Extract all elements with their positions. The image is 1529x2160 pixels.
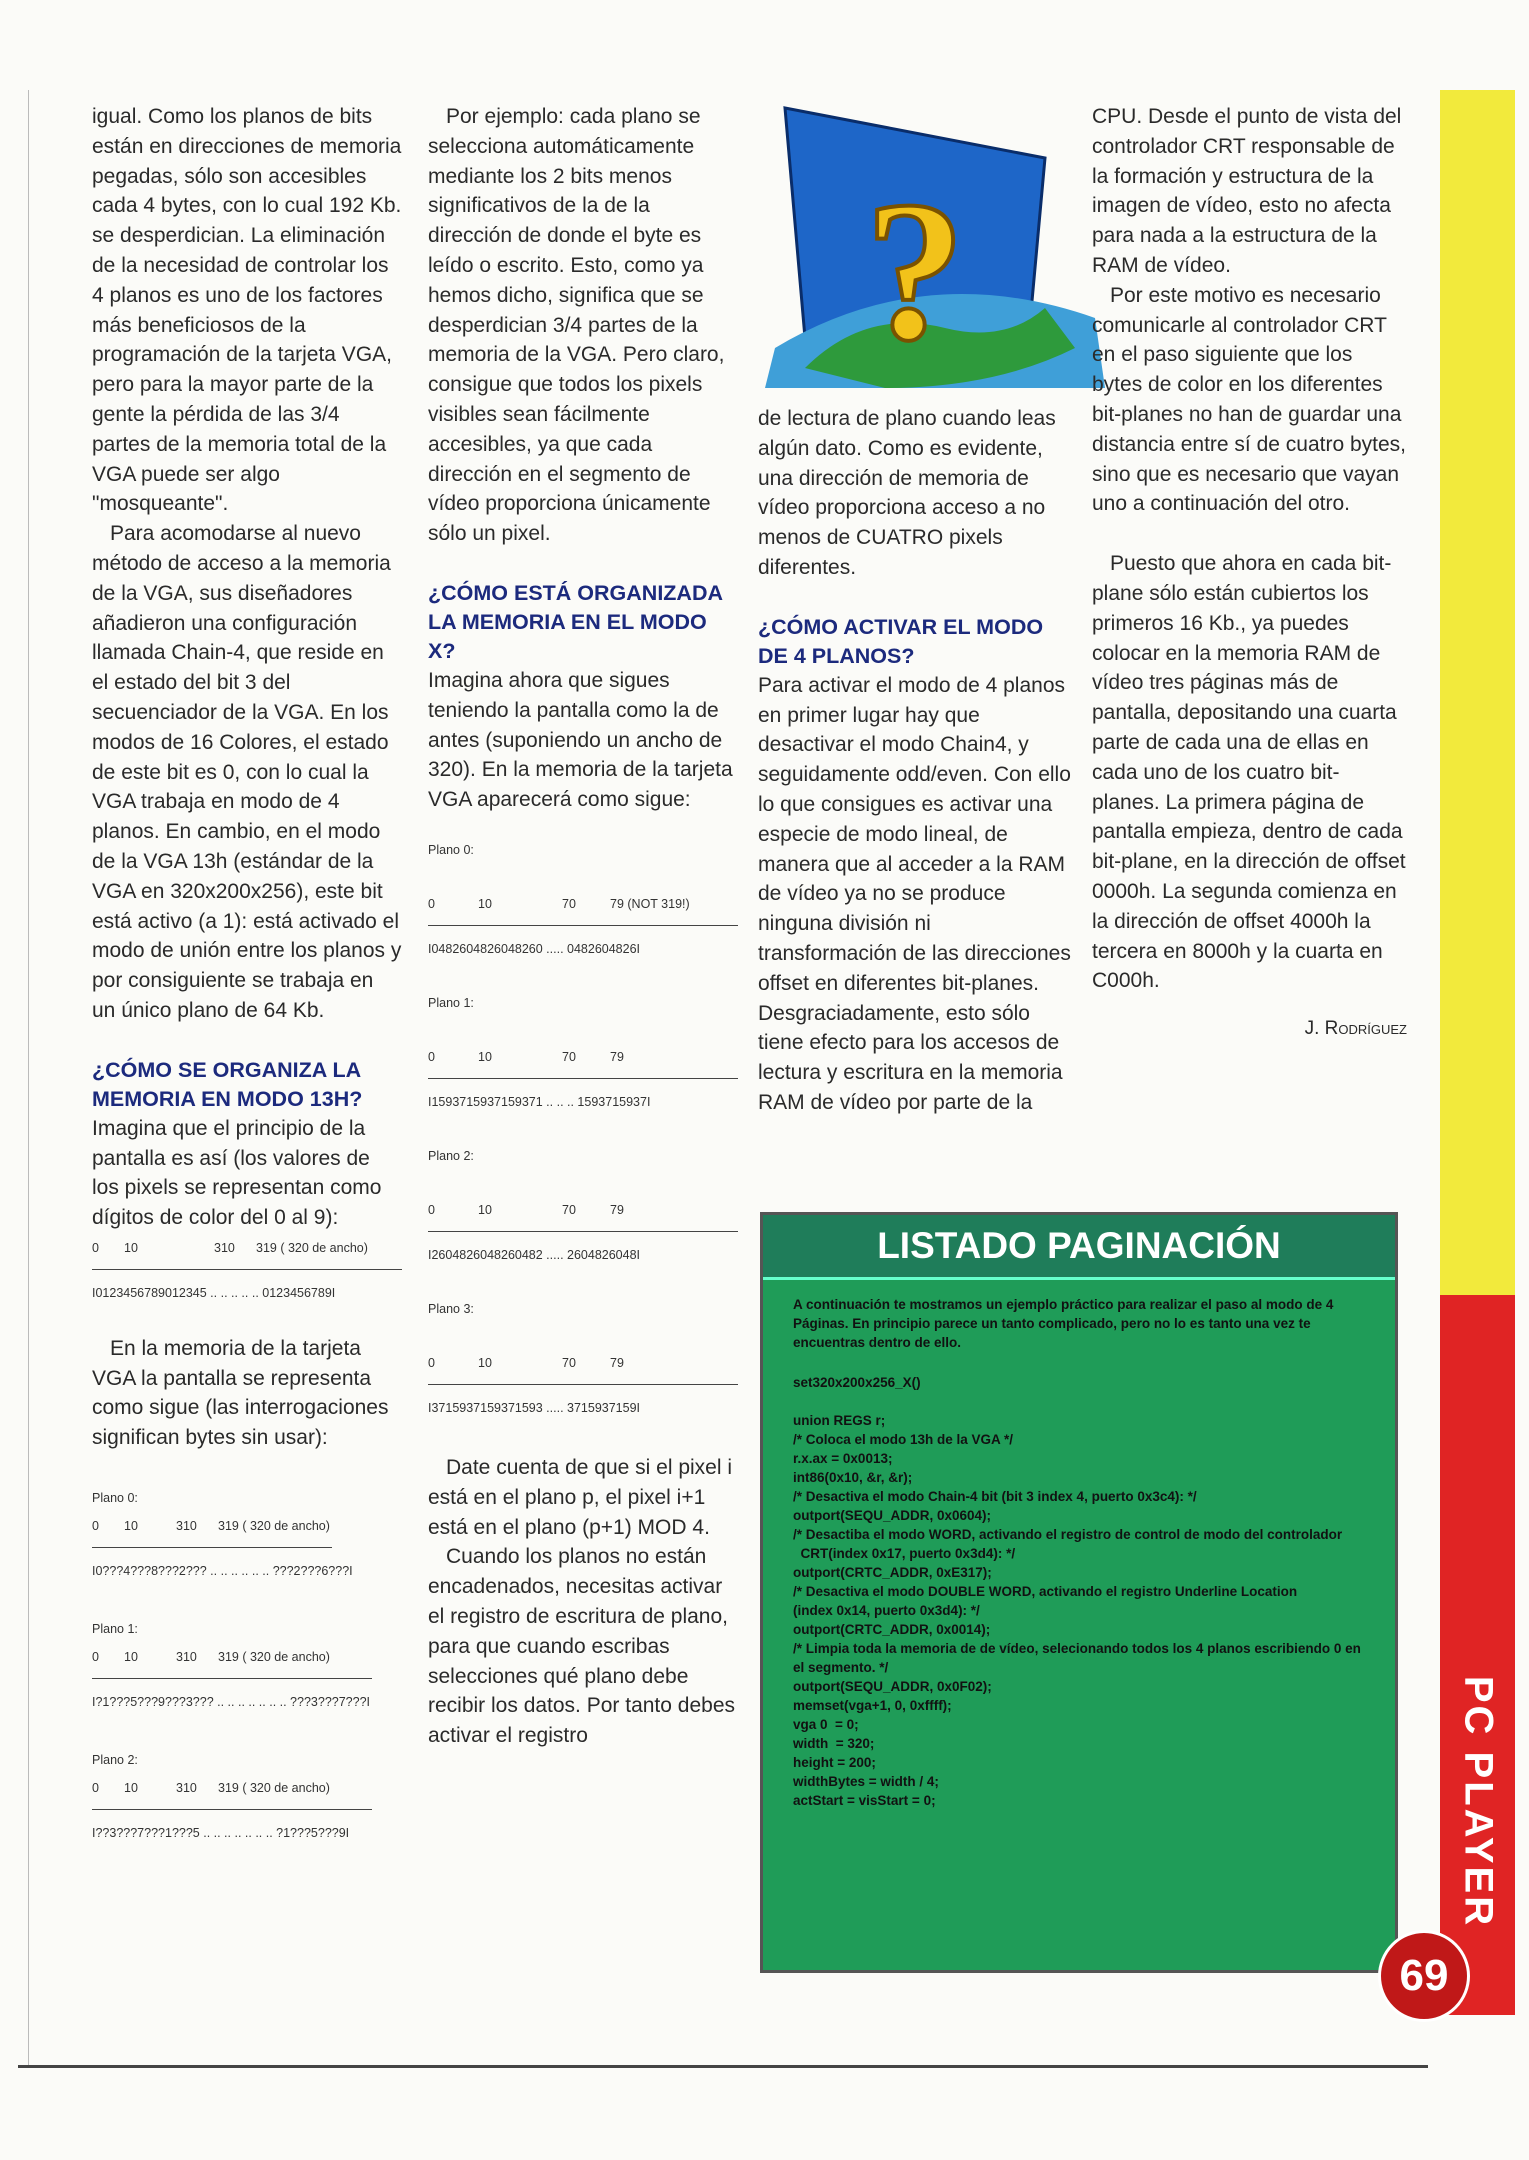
page-bottom-edge xyxy=(18,2065,1428,2068)
code-line: height = 200; xyxy=(793,1755,876,1770)
listing-title: LISTADO PAGINACIÓN xyxy=(763,1215,1395,1280)
section-heading: ¿CÓMO SE ORGANIZA LA MEMORIA EN MODO 13H? xyxy=(92,1057,363,1111)
page-edge-line xyxy=(28,90,29,2065)
divider xyxy=(428,1078,738,1079)
code-line: union REGS r; xyxy=(793,1413,886,1428)
code-line: outport(SEQU_ADDR, 0x0F02); xyxy=(793,1679,992,1694)
page-number: 69 xyxy=(1378,1930,1470,2022)
magazine-brand: PC PLAYER xyxy=(1456,1675,1501,1929)
code-line: /* Desactiva el modo Chain-4 bit (bit 3 index 4, puerto 0x3c4): */ xyxy=(793,1489,1197,1504)
plane-block xyxy=(428,841,738,958)
plane-block xyxy=(428,1300,738,1417)
paragraph: CPU. Desde el punto de vista del controlador CRT responsable de la formación y estructura de la imagen de vídeo, esto no afecta para nada a la estructura de la RAM de vídeo. xyxy=(1092,105,1402,277)
code-line: r.x.ax = 0x0013; xyxy=(793,1451,893,1466)
author-signature: J. Rodríguez xyxy=(1304,1018,1407,1040)
listing-intro: A continuación te mostramos un ejemplo práctico para realizar el paso al modo de 4 Páginas. En principio parece un tanto complicado, pero no lo es tanto una vez te encuentras dentro de ello. xyxy=(793,1297,1334,1350)
scale-row: 0 10 70 79 xyxy=(428,1355,624,1370)
question-globe-illustration xyxy=(745,98,1145,398)
memory-line: I2604826048260482 ..... 2604826048I xyxy=(428,1247,641,1262)
memory-line: I1593715937159371 .. .. .. 1593715937I xyxy=(428,1094,651,1109)
code-line: (index 0x14, puerto 0x3d4): */ xyxy=(793,1603,980,1618)
divider xyxy=(92,1269,402,1270)
code-line: outport(CRTC_ADDR, 0x0014); xyxy=(793,1622,991,1637)
code-line: widthBytes = width / 4; xyxy=(793,1774,939,1789)
plane-block xyxy=(428,994,738,1111)
plane-block xyxy=(92,1489,402,1580)
divider xyxy=(428,925,738,926)
paragraph: Para activar el modo de 4 planos en primer lugar hay que desactivar el modo Chain4, y seguidamente odd/even. Con ello lo que consigues es activar una especie de modo lineal, de manera que al acceder a la RAM de vídeo ya no se produce ninguna división ni transformación de las direcciones offset en diferentes bit-planes. Desgraciadamente, esto sólo tiene efecto para los accesos de lectura y escritura en la memoria RAM de vídeo por parte de la xyxy=(758,673,1071,1114)
divider xyxy=(92,1678,372,1679)
plane-block xyxy=(428,1147,738,1264)
memory-line: I0???4???8???2??? .. .. .. .. .. .. ???2???6???I xyxy=(92,1564,353,1579)
plane-label: Plano 2: xyxy=(92,1753,138,1768)
scale-row: 0 10 310 319 ( 320 de ancho) xyxy=(92,1650,330,1665)
column-3 xyxy=(758,404,1073,1118)
code-line: /* Coloca el modo 13h de la VGA */ xyxy=(793,1432,1014,1447)
paragraph: En la memoria de la tarjeta VGA la pantalla se representa como sigue (las interrogaciones significan bytes sin usar): xyxy=(92,1336,389,1450)
code-line: width = 320; xyxy=(793,1736,875,1751)
memory-line: I0482604826048260 ..... 0482604826I xyxy=(428,941,641,956)
code-line: /* Desactiba el modo WORD, activando el registro de control de modo del controlador xyxy=(793,1527,1343,1542)
divider xyxy=(92,1547,332,1548)
paragraph: Para acomodarse al nuevo método de acceso a la memoria de la VGA, sus diseñadores añadieron una configuración llamada Chain-4, que reside en el estado del bit 3 del secuenciador de la VGA. En los modos de 16 Colores, el estado de este bit es 0, con lo cual la VGA trabaja en modo de 4 planos. En cambio, en el modo de la VGA 13h (estándar de la VGA en 320x200x256), este bit está activo (a 1): está activado el modo de unión entre los planos y por consiguiente se trabaja en un único plano de 64 Kb. xyxy=(92,522,402,1022)
memory-line: I3715937159371593 ..... 3715937159I xyxy=(428,1400,641,1415)
listing-code xyxy=(793,1373,1373,1810)
paragraph: igual. Como los planos de bits están en direcciones de memoria pegadas, sólo son accesibles cada 4 bytes, con lo cual 192 Kb. se desperdician. La eliminación de la necesidad de controlar los 4 planos es uno de los factores más beneficiosos de la programación de la tarjeta VGA, pero para la mayor parte de la gente la pérdida de las 3/4 partes de la memoria total de la VGA puede ser algo "mosqueante". xyxy=(92,105,402,516)
code-line: outport(SEQU_ADDR, 0x0604); xyxy=(793,1508,992,1523)
memory-line: I0123456789012345 .. .. .. .. .. 0123456789I xyxy=(92,1285,336,1300)
code-line: actStart = visStart = 0; xyxy=(793,1793,936,1808)
code-line: /* Desactiva el modo DOUBLE WORD, activando el registro Underline Location xyxy=(793,1584,1298,1599)
question-mark-icon: ? xyxy=(865,161,965,382)
code-line xyxy=(793,1392,1373,1411)
paragraph: Por este motivo es necesario comunicarle al controlador CRT en el paso siguiente que los bytes de color en los diferentes bit-planes no han de guardar una distancia entre sí de cuatro bytes, sino que es necesario que vayan uno a continuación del otro. xyxy=(1092,283,1407,516)
divider xyxy=(428,1384,738,1385)
plane-block xyxy=(92,1620,402,1711)
plane-label: Plano 0: xyxy=(428,842,474,857)
scale-row: 0 10 310 319 ( 320 de ancho) xyxy=(92,1240,368,1255)
paragraph: de lectura de plano cuando leas algún dato. Como es evidente, una dirección de memoria de vídeo proporciona acceso a no menos de CUATRO pixels diferentes. xyxy=(758,407,1056,579)
side-stripe-yellow xyxy=(1440,90,1515,1295)
column-1 xyxy=(92,102,402,1842)
paragraph: Puesto que ahora en cada bit-plane sólo están cubiertos los primeros 16 Kb., ya puedes colocar en la memoria RAM de vídeo tres páginas más de pantalla, depositando una cuarta parte de cada una de ellas en cada uno de los cuatro bit-planes. La primera página de pantalla empieza, dentro de cada bit-plane, en la dirección de offset 0000h. La segunda comienza en la dirección de offset 4000h la tercera en 8000h y la cuarta en C000h. xyxy=(1092,552,1406,993)
column-2 xyxy=(428,102,738,1751)
scale-row: 0 10 70 79 (NOT 319!) xyxy=(428,896,690,911)
plane-label: Plano 1: xyxy=(92,1622,138,1637)
section-heading: ¿CÓMO ACTIVAR EL MODO DE 4 PLANOS? xyxy=(758,614,1044,668)
plane-label: Plano 2: xyxy=(428,1148,474,1163)
scale-row: 0 10 310 319 ( 320 de ancho) xyxy=(92,1781,330,1796)
paragraph: Cuando los planos no están encadenados, necesitas activar el registro de escritura de plano, para que cuando escribas selecciones qué plano debe recibir los datos. Por tanto debes activar el registro xyxy=(428,1545,736,1748)
listing-box xyxy=(760,1212,1398,1973)
plane-block xyxy=(92,1751,402,1842)
memory-line: I??3???7???1???5 .. .. .. .. .. .. .. ?1???5???9I xyxy=(92,1826,350,1841)
paragraph: Por ejemplo: cada plano se selecciona automáticamente mediante los 2 bits menos significativos de la de la dirección de donde el byte es leído o escrito. Esto, como ya hemos dicho, significa que se desperdician 3/4 partes de la memoria de la VGA. Pero claro, consigue que todos los pixels visibles sean fácilmente accesibles, ya que cada dirección en el segmento de vídeo proporciona únicamente sólo un pixel. xyxy=(428,105,725,546)
code-line: memset(vga+1, 0, 0xffff); xyxy=(793,1698,952,1713)
column-4 xyxy=(1092,102,1407,1044)
plane-label: Plano 1: xyxy=(428,995,474,1010)
code-line: set320x200x256_X() xyxy=(793,1375,921,1390)
code-line: /* Limpia toda la memoria de de vídeo, selecionando todos los 4 planos escribiendo 0 en el segmento. */ xyxy=(793,1641,1365,1675)
paragraph: Imagina que el principio de la pantalla es así (los valores de los pixels se representan como dígitos de color del 0 al 9): xyxy=(92,1116,382,1230)
scale-row: 0 10 70 79 xyxy=(428,1202,624,1217)
paragraph: Imagina ahora que sigues teniendo la pantalla como la de antes (suponiendo un ancho de 320). En la memoria de la tarjeta VGA aparecerá como sigue: xyxy=(428,668,733,812)
memory-line: I?1???5???9???3??? .. .. .. .. .. .. .. ???3???7???I xyxy=(92,1695,371,1710)
divider xyxy=(428,1231,738,1232)
divider xyxy=(92,1809,372,1810)
plane-label: Plano 3: xyxy=(428,1301,474,1316)
section-heading: ¿CÓMO ESTÁ ORGANIZADA LA MEMORIA EN EL MODO X? xyxy=(428,580,723,663)
code-line: CRT(index 0x17, puerto 0x3d4): */ xyxy=(793,1546,1016,1561)
scale-row: 0 10 70 79 xyxy=(428,1049,624,1064)
paragraph: Date cuenta de que si el pixel i está en el plano p, el pixel i+1 está en el plano (p+1) MOD 4. xyxy=(428,1455,733,1539)
code-line: outport(CRTC_ADDR, 0xE317); xyxy=(793,1565,992,1580)
scale-row: 0 10 310 319 ( 320 de ancho) xyxy=(92,1519,330,1534)
plane-label: Plano 0: xyxy=(92,1491,138,1506)
code-line: vga 0 = 0; xyxy=(793,1717,859,1732)
code-line: int86(0x10, &r, &r); xyxy=(793,1470,913,1485)
